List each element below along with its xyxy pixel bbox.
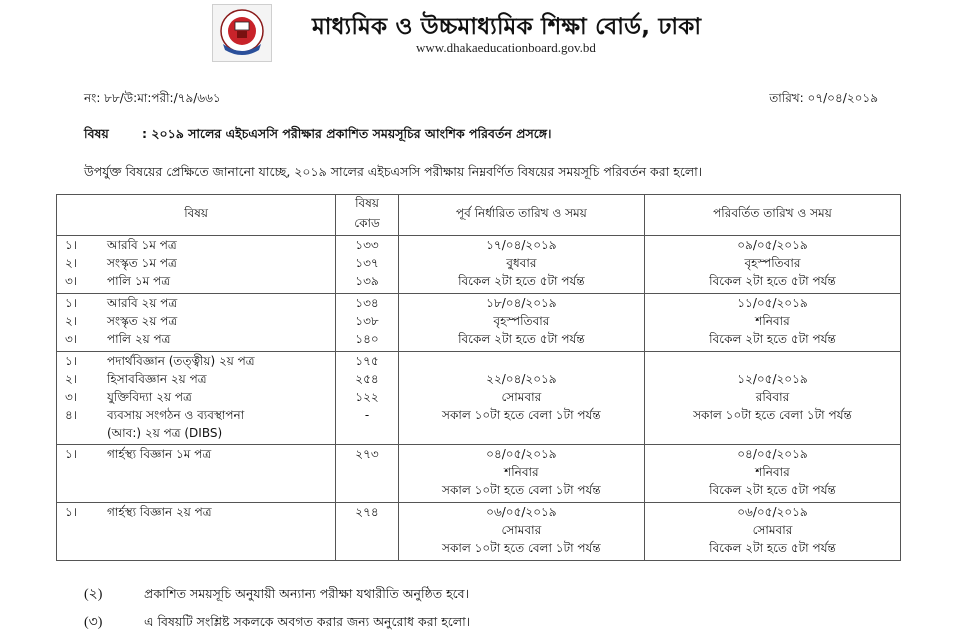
previous-schedule-cell [398, 236, 644, 294]
subject-name: হিসাববিজ্ঞান ২য় পত্র [107, 372, 207, 386]
previous-schedule-line: ২২/০৪/২০১৯ [486, 372, 557, 386]
revised-schedule-line: বৃহস্পতিবার [744, 256, 801, 270]
subject-name: সংস্কৃত ২য় পত্র [107, 314, 178, 328]
subject-name: গার্হস্থ্য বিজ্ঞান ১ম পত্র [107, 447, 212, 461]
code-cell [336, 236, 399, 294]
item-number: ৩। [65, 274, 78, 288]
subject-code [336, 424, 398, 442]
previous-schedule-line: ১৭/০৪/২০১৯ [486, 238, 557, 252]
revised-schedule-line: ০৬/০৫/২০১৯ [737, 505, 808, 519]
subject-name: পালি ২য় পত্র [107, 332, 171, 346]
memo-date: তারিখ: ০৭/০৪/২০১৯ [769, 91, 878, 105]
subject-code: ১২২ [355, 390, 379, 404]
previous-schedule-line: সকাল ১০টা হতে বেলা ১টা পর্যন্ত [442, 408, 601, 422]
subject-code: ১৩৩ [355, 238, 379, 252]
revised-schedule-line [645, 424, 900, 442]
subject-text: : ২০১৯ সালের এইচএসসি পরীক্ষার প্রকাশিত সময়সূচির আংশিক পরিবর্তন প্রসঙ্গে। [142, 126, 552, 141]
item-number: ১। [65, 238, 78, 252]
subject-name: আরবি ২য় পত্র [107, 296, 178, 310]
subject-name: যুক্তিবিদ্যা ২য় পত্র [107, 390, 192, 404]
code-cell [336, 503, 399, 561]
revised-schedule-cell [644, 236, 900, 294]
org-website: www.dhakaeducationboard.gov.bd [416, 40, 596, 55]
header-code-line2: কোড [354, 216, 380, 230]
revised-schedule-line: শনিবার [755, 465, 790, 479]
board-logo-icon [212, 4, 272, 62]
subject-name: পদার্থবিজ্ঞান (তত্ত্বীয়) ২য় পত্র [107, 354, 255, 368]
revised-schedule-line: বিকেল ২টা হতে ৫টা পর্যন্ত [709, 332, 836, 346]
header-subject: বিষয় [57, 195, 336, 236]
header-code [336, 195, 399, 236]
revised-schedule-cell [644, 445, 900, 503]
revised-schedule-cell [644, 503, 900, 561]
footnote-number: (২) [84, 587, 103, 602]
table-row [57, 352, 901, 445]
item-number: ২। [65, 372, 78, 386]
previous-schedule-line: বুধবার [506, 256, 537, 270]
previous-schedule-line: বিকেল ২টা হতে ৫টা পর্যন্ত [458, 332, 585, 346]
revised-schedule-line: ০৯/০৫/২০১৯ [737, 238, 808, 252]
header-revised: পরিবর্তিত তারিখ ও সময় [644, 195, 900, 236]
subject-code: ২৭৪ [355, 505, 379, 519]
revised-schedule-line: সোমবার [752, 523, 793, 537]
previous-schedule-cell [398, 503, 644, 561]
subject-name: আরবি ১ম পত্র [107, 238, 177, 252]
subject-cell [57, 445, 336, 503]
revised-schedule-line: বিকেল ২টা হতে ৫টা পর্যন্ত [709, 483, 836, 497]
revised-schedule-line: ১১/০৫/২০১৯ [737, 296, 808, 310]
subject-cell [57, 236, 336, 294]
previous-schedule-line [399, 352, 644, 370]
org-name: মাধ্যমিক ও উচ্চমাধ্যমিক শিক্ষা বোর্ড, ঢাকা [312, 14, 702, 40]
previous-schedule-line: সকাল ১০টা হতে বেলা ১টা পর্যন্ত [442, 483, 601, 497]
intro-paragraph: উপর্যুক্ত বিষয়ের প্রেক্ষিতে জানানো যাচ্ছে, ২০১৯ সালের এইচএসসি পরীক্ষায় নিম্নবর্ণিত বিষয়ের সময়সূচি পরিবর্তন করা হলো। [84, 164, 703, 179]
subject-name: (আব:) ২য় পত্র (DIBS) [107, 426, 223, 440]
revised-schedule-line: সকাল ১০টা হতে বেলা ১টা পর্যন্ত [693, 408, 852, 422]
item-number: ৪। [65, 408, 78, 422]
subject-line [84, 126, 552, 146]
revised-schedule-line: বিকেল ২টা হতে ৫টা পর্যন্ত [709, 541, 836, 555]
item-number: ১। [65, 447, 78, 461]
item-number: ২। [65, 314, 78, 328]
subject-cell [57, 294, 336, 352]
item-number: ৩। [65, 390, 78, 404]
table-row [57, 236, 901, 294]
table-header-row [57, 195, 901, 236]
memo-number: নং: ৮৮/উ:মা:পরী:/৭৯/৬৬১ [84, 91, 221, 105]
revised-schedule-cell [644, 352, 900, 445]
subject-name: সংস্কৃত ১ম পত্র [107, 256, 177, 270]
item-number: ১। [65, 505, 78, 519]
subject-cell [57, 352, 336, 445]
revised-schedule-line: বিকেল ২টা হতে ৫টা পর্যন্ত [709, 274, 836, 288]
previous-schedule-line: সোমবার [501, 390, 542, 404]
schedule-table [56, 194, 901, 561]
previous-schedule-line: ০৪/০৫/২০১৯ [486, 447, 557, 461]
previous-schedule-line: শনিবার [504, 465, 539, 479]
table-row [57, 294, 901, 352]
code-cell [336, 294, 399, 352]
header-previous: পূর্ব নির্ধারিত তারিখ ও সময় [398, 195, 644, 236]
subject-code: ১৩৭ [355, 256, 379, 270]
previous-schedule-line [399, 424, 644, 442]
subject-code: ২৭৩ [355, 447, 379, 461]
previous-schedule-line: ০৬/০৫/২০১৯ [486, 505, 557, 519]
subject-name: গার্হস্থ্য বিজ্ঞান ২য় পত্র [107, 505, 212, 519]
footnote-number: (৩) [84, 615, 103, 630]
previous-schedule-line: বিকেল ২টা হতে ৫টা পর্যন্ত [458, 274, 585, 288]
subject-code: ১৩৯ [355, 274, 379, 288]
revised-schedule-line: ০৪/০৫/২০১৯ [737, 447, 808, 461]
previous-schedule-line: সকাল ১০টা হতে বেলা ১টা পর্যন্ত [442, 541, 601, 555]
subject-code: ১৪০ [355, 332, 379, 346]
subject-label: বিষয় [84, 126, 109, 141]
code-cell [336, 352, 399, 445]
footnote-text: এ বিষয়টি সংশ্লিষ্ট সকলকে অবগত করার জন্য অনুরোধ করা হলো। [144, 614, 471, 629]
revised-schedule-line [645, 352, 900, 370]
code-cell [336, 445, 399, 503]
table-row [57, 503, 901, 561]
subject-code: ১৩৪ [355, 296, 379, 310]
subject-code: - [364, 408, 370, 422]
revised-schedule-cell [644, 294, 900, 352]
subject-code: ১৩৮ [355, 314, 379, 328]
letterhead [0, 0, 960, 66]
item-number: ২। [65, 256, 78, 270]
subject-name: ব্যবসায় সংগঠন ও ব্যবস্থাপনা [107, 408, 245, 422]
table-row [57, 445, 901, 503]
footnote [84, 582, 469, 606]
previous-schedule-cell [398, 352, 644, 445]
subject-name: পালি ১ম পত্র [107, 274, 171, 288]
previous-schedule-cell [398, 445, 644, 503]
previous-schedule-line: ১৮/০৪/২০১৯ [486, 296, 557, 310]
revised-schedule-line: শনিবার [755, 314, 790, 328]
subject-cell [57, 503, 336, 561]
revised-schedule-line: রবিবার [755, 390, 790, 404]
item-number: ১। [65, 354, 78, 368]
subject-code: ১৭৫ [355, 354, 379, 368]
footnote [84, 610, 470, 634]
previous-schedule-line: সোমবার [501, 523, 542, 537]
header-code-line1: বিষয় [355, 196, 379, 210]
item-number: ১। [65, 296, 78, 310]
revised-schedule-line: ১২/০৫/২০১৯ [737, 372, 808, 386]
footnote-text: প্রকাশিত সময়সূচি অনুযায়ী অন্যান্য পরীক্ষা যথারীতি অনুষ্ঠিত হবে। [144, 586, 470, 601]
item-number: ৩। [65, 332, 78, 346]
subject-code: ২৫৪ [355, 372, 379, 386]
previous-schedule-cell [398, 294, 644, 352]
previous-schedule-line: বৃহস্পতিবার [493, 314, 550, 328]
